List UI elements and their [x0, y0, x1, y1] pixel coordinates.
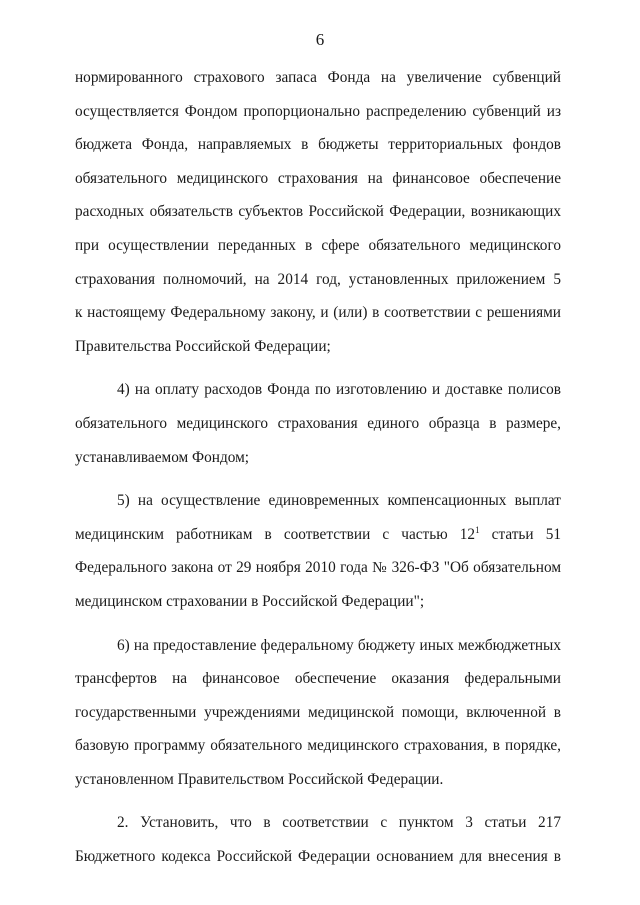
text-line: 2. Установить, что в соответствии с пунктом 3 статьи 217 [117, 814, 561, 832]
text-line: Федерального закона от 29 ноября 2010 года № 326-ФЗ "Об обязательном [75, 559, 561, 577]
text-fragment: медицинским работникам в соответствии с частью 12 [75, 525, 476, 543]
paragraph-clause-2 [75, 806, 561, 873]
text-line: нормированного страхового запаса Фонда на увеличение субвенций [75, 69, 561, 86]
text-line: трансфертов на финансовое обеспечение оказания федеральными [75, 670, 561, 688]
text-line: 6) на предоставление федеральному бюджету иных межбюджетных [117, 636, 561, 654]
text-line: страхования полномочий, на 2014 год, установленных приложением 5 [75, 270, 561, 288]
paragraph-item-6 [75, 629, 561, 797]
superscript: 1 [475, 524, 480, 535]
text-fragment: статьи 51 [479, 525, 561, 543]
text-line: Бюджетного кодекса Российской Федерации основанием для внесения в [75, 848, 561, 866]
text-line: базовую программу обязательного медицинского страхования, в порядке, [75, 737, 561, 755]
paragraph-item-4 [75, 373, 561, 474]
text-line: устанавливаемом Фондом; [75, 448, 250, 466]
text-line: при осуществлении переданных в сфере обязательного медицинского [75, 236, 561, 254]
document-body [75, 61, 561, 874]
text-line: обязательного медицинского страхования единого образца в размере, [75, 414, 561, 432]
text-line-with-superscript [75, 518, 561, 552]
text-line: медицинском страховании в Российской Федерации"; [75, 592, 425, 610]
text-line: 5) на осуществление единовременных компенсационных выплат [117, 492, 561, 510]
page-number: 6 [315, 30, 325, 49]
text-line: осуществляется Фондом пропорционально распределению субвенций из [75, 102, 561, 120]
text-line: 4) на оплату расходов Фонда по изготовлению и доставке полисов [117, 381, 561, 399]
text-line: к настоящему Федеральному закону, и (или) в соответствии с решениями [75, 304, 561, 322]
text-line: бюджета Фонда, направляемых в бюджеты территориальных фондов [75, 136, 561, 154]
text-line: расходных обязательств субъектов Российской Федерации, возникающих [75, 203, 561, 221]
text-line: установленном Правительством Российской Федерации. [75, 770, 444, 788]
text-line: Правительства Российской Федерации; [75, 337, 331, 355]
paragraph-item-5 [75, 484, 561, 618]
text-line: обязательного медицинского страхования на финансовое обеспечение [75, 169, 561, 187]
paragraph-continuation [75, 61, 561, 363]
text-line: государственными учреждениями медицинской помощи, включенной в [75, 703, 561, 721]
